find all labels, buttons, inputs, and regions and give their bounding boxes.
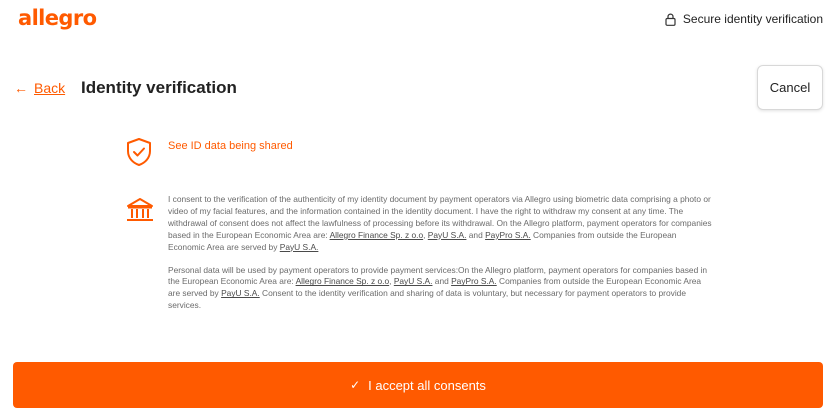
allegro-finance-link[interactable]: Allegro Finance Sp. z o.o (329, 229, 424, 240)
consent-paragraph-personal-data (168, 265, 713, 313)
allegro-finance-link[interactable]: Allegro Finance Sp. z o.o (295, 276, 390, 287)
check-icon: ✓ (350, 378, 361, 392)
accept-button-label: I accept all consents (368, 377, 486, 393)
page-title: Identity verification (81, 78, 237, 97)
consent-text-segment: Companies from outside the European Economic Area are served by (168, 229, 677, 252)
consent-text (168, 194, 713, 323)
consent-text-segment: and (432, 276, 452, 287)
payu-link[interactable]: PayU S.A. (427, 229, 467, 240)
cancel-button[interactable]: Cancel (757, 65, 823, 110)
consent-text-segment: Companies from outside the European Economic Area are served by (168, 276, 702, 299)
lock-icon (665, 13, 676, 26)
consent-text-segment: Consent to the identity verification and sharing of data is voluntary, but necessary for payment operators to provide services. (168, 288, 686, 311)
secure-verification-label: Secure identity verification (682, 12, 823, 26)
allegro-logo[interactable]: allegro (18, 6, 97, 30)
paypro-link[interactable]: PayPro S.A. (451, 276, 497, 287)
consent-text-segment: , (389, 276, 394, 287)
payu-link[interactable]: PayU S.A. (221, 288, 260, 299)
consent-text-segment: I consent to the verification of the authenticity of my identity document by payment operators via Allegro using biometric data comprising a photo or video of my facial features, and the information contained in the identity document. I have the right to withdraw my consent at any time. The withdrawal of consent does not affect the lawfulness of processing before its withdrawal. On the Allegro platform, payment operators for companies based in the European Economic Area are: (168, 194, 712, 240)
back-link[interactable] (14, 80, 65, 96)
consent-text-segment: , (423, 229, 428, 240)
accept-all-consents-button[interactable] (13, 362, 823, 408)
consent-text-segment: Personal data will be used by payment operators to provide payment services:On the Allegro platform, payment operators for companies based in the European Economic Area are: (168, 264, 708, 287)
see-id-data-link[interactable]: See ID data being shared (168, 140, 293, 152)
bank-building-icon (125, 196, 155, 229)
consent-paragraph-biometric (168, 194, 713, 254)
arrow-left-icon: ← (14, 80, 28, 96)
consent-text-segment: and (466, 229, 486, 240)
payu-link[interactable]: PayU S.A. (393, 276, 433, 287)
secure-verification-indicator (665, 12, 823, 26)
paypro-link[interactable]: PayPro S.A. (485, 229, 531, 240)
payu-link[interactable]: PayU S.A. (279, 241, 319, 252)
back-label[interactable]: Back (34, 80, 66, 96)
